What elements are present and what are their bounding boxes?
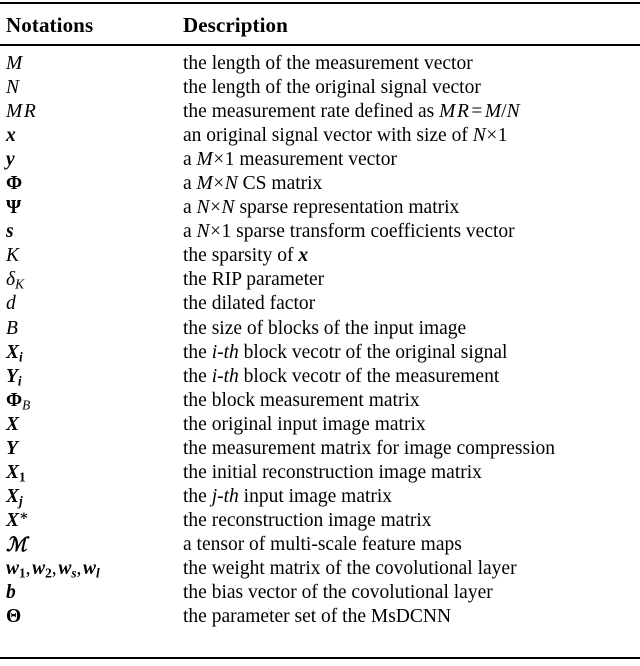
table-row — [0, 437, 640, 461]
table-row — [0, 581, 640, 605]
description-cell: the RIP parameter — [183, 269, 325, 291]
table-row — [0, 196, 640, 220]
notation-cell: s — [6, 221, 14, 243]
notation-cell: K — [6, 245, 20, 267]
column-header-notations: Notations — [6, 13, 94, 37]
table-row — [0, 413, 640, 437]
notation-cell: N — [6, 77, 20, 99]
table-row — [0, 244, 640, 268]
table-header-rule — [0, 44, 640, 46]
notation-cell: $\delta_K$ — [6, 269, 24, 293]
table-row — [0, 341, 640, 365]
description-cell: the length of the measurement vector — [183, 53, 473, 74]
table-row — [0, 124, 640, 148]
description-cell: the weight matrix of the covolutional layer — [183, 557, 517, 579]
notation-cell: d — [6, 293, 16, 315]
notation-cell: M R — [6, 101, 36, 123]
table-top-rule — [0, 2, 640, 4]
description-cell: a M×N CS matrix — [183, 173, 323, 195]
table-body — [0, 52, 640, 629]
notation-cell: x — [6, 125, 16, 147]
notation-cell: X — [6, 413, 20, 435]
notation-cell: Φ — [6, 173, 23, 195]
notation-cell: Θ — [6, 606, 22, 628]
table-header-row — [0, 12, 640, 42]
notation-cell: X∗ — [6, 508, 29, 531]
description-cell: the length of the original signal vector — [183, 77, 481, 99]
table-row — [0, 172, 640, 196]
notation-cell: B — [6, 317, 18, 339]
table-row — [0, 461, 640, 485]
table-row — [0, 100, 640, 124]
description-cell: the original input image matrix — [183, 413, 426, 435]
table-row — [0, 389, 640, 413]
table-row — [0, 365, 640, 389]
table-row — [0, 268, 640, 292]
description-cell: a N×N sparse representation matrix — [183, 197, 460, 219]
notation-cell: Y — [6, 437, 18, 459]
description-cell: the bias vector of the covolutional layer — [183, 582, 493, 604]
description-cell: the initial reconstruction image matrix — [183, 461, 482, 483]
notation-cell: M — [6, 53, 23, 74]
notation-cell: $w_1$, $w_2$, $w_s$, $w_l$ — [6, 557, 100, 581]
table-row — [0, 220, 640, 244]
description-cell: the i-th block vecotr of the measurement — [183, 365, 500, 387]
table-bottom-rule — [0, 657, 640, 659]
description-cell: the i-th block vecotr of the original signal — [183, 341, 508, 363]
table-row — [0, 292, 640, 316]
notation-cell: Ψ — [6, 197, 22, 219]
table-row — [0, 509, 640, 533]
description-cell: the measurement rate defined as M R = M/N — [183, 101, 520, 123]
table-row — [0, 148, 640, 172]
description-cell: a M×1 measurement vector — [183, 149, 397, 171]
notation-cell: y — [6, 149, 15, 171]
table-row — [0, 317, 640, 341]
description-cell: the measurement matrix for image compression — [183, 437, 556, 459]
description-cell: the j-th input image matrix — [183, 485, 393, 507]
description-cell: the dilated factor — [183, 293, 316, 315]
notation-cell: $X_j$ — [6, 485, 23, 509]
notation-cell: ℳ — [6, 532, 27, 556]
description-cell: the block measurement matrix — [183, 389, 420, 411]
description-cell: a tensor of multi-scale feature maps — [183, 533, 462, 555]
description-cell: the reconstruction image matrix — [183, 509, 432, 531]
notation-cell: $X_1$ — [6, 461, 26, 485]
description-cell: the size of blocks of the input image — [183, 317, 467, 339]
table-row — [0, 605, 640, 629]
notation-cell: $Y_i$ — [6, 365, 22, 389]
notation-cell: $\Phi_B$ — [6, 389, 31, 413]
table-row — [0, 557, 640, 581]
table-row — [0, 533, 640, 557]
notation-cell: b — [6, 582, 16, 604]
notation-cell: $X_i$ — [6, 341, 23, 365]
table-row — [0, 76, 640, 100]
table-row — [0, 52, 640, 76]
description-cell: an original signal vector with size of N×1 — [183, 125, 508, 147]
description-cell: the parameter set of the MsDCNN — [183, 606, 452, 628]
column-header-description: Description — [183, 13, 288, 37]
description-cell: a N×1 sparse transform coefficients vector — [183, 221, 515, 243]
description-cell: the sparsity of x — [183, 245, 309, 267]
table-row — [0, 485, 640, 509]
